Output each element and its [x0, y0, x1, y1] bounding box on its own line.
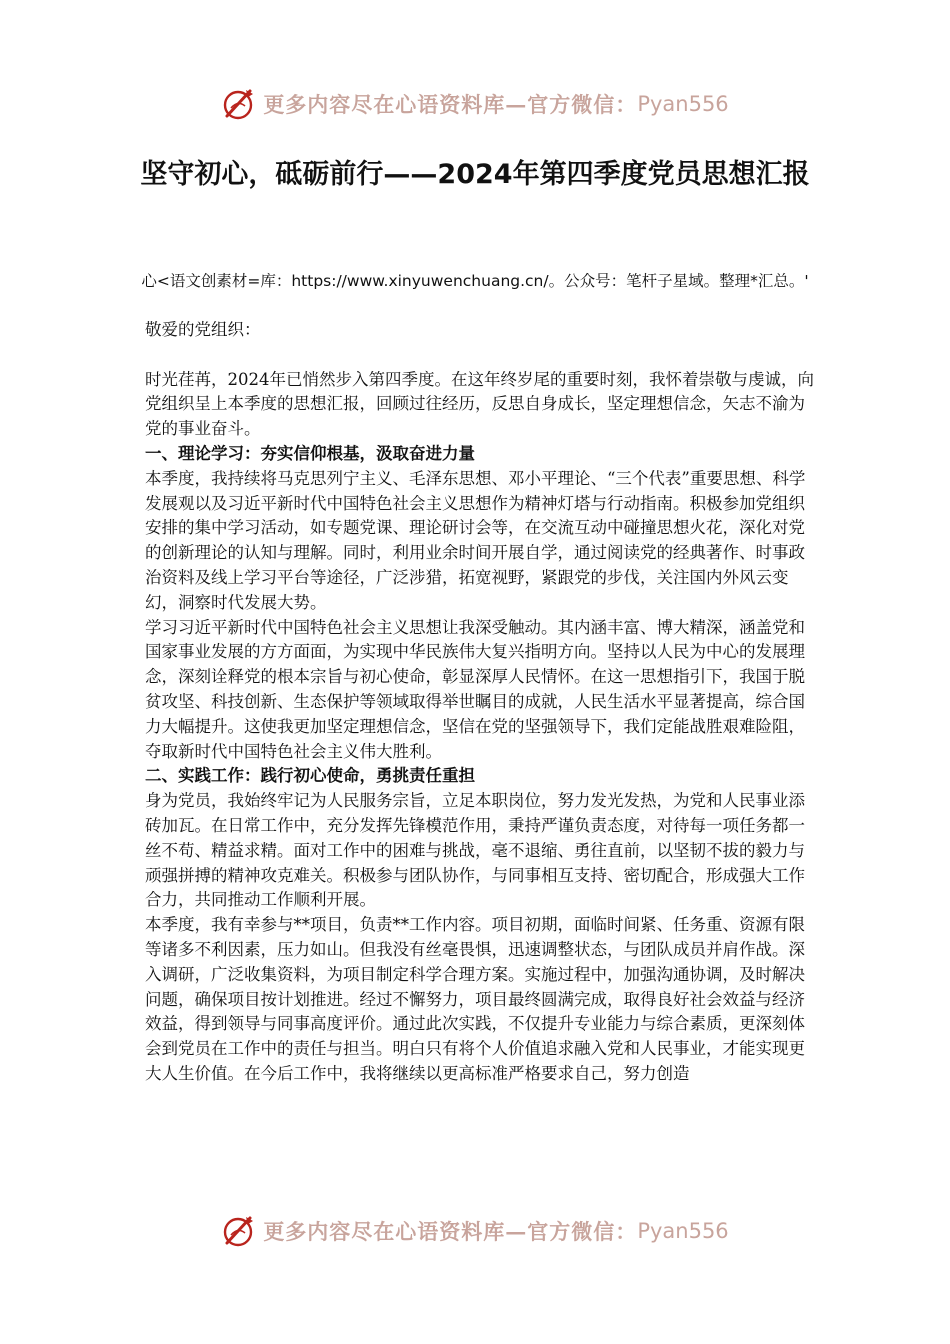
section-1-paragraph-2: 学习习近平新时代中国特色社会主义思想让我深受触动。其内涵丰富、博大精深，涵盖党和国家事业发展的方方面面，为实现中华民族伟大复兴指明方向。坚持以人民为中心的发展理念，深刻诠释党的根本宗旨与初心使命，彰显深厚人民情怀。在这一思想指引下，我国于脱贫攻坚、科技创新、生态保护等领域取得举世瞩目的成就，人民生活水平显著提高，综合国力大幅提升。这使我更加坚定理想信念，坚信在党的坚强领导下，我们定能战胜艰难险阻，夺取新时代中国特色社会主义伟大胜利。 — [145, 617, 805, 761]
banner-wechat-id: Pyan556 — [637, 92, 729, 116]
section-2-heading: 二、实践工作：践行初心使命，勇挑责任重担 — [145, 766, 475, 786]
intro-paragraph: 时光荏苒，2024年已悄然步入第四季度。在这年终岁尾的重要时刻，我怀着崇敬与虔诚，向党组织呈上本季度的思想汇报，回顾过往经历，反思自身成长，坚定理想信念，矢志不渝为党的事业奋斗。 — [145, 369, 814, 439]
pen-logo-icon — [221, 1213, 257, 1249]
footer-watermark-banner — [0, 1211, 950, 1251]
header-watermark-banner — [0, 84, 950, 124]
pen-logo-icon — [221, 86, 257, 122]
banner-text: 更多内容尽在心语资料库—官方微信： — [263, 1219, 638, 1244]
blank-line — [145, 343, 815, 368]
banner-text: 更多内容尽在心语资料库—官方微信： — [263, 92, 638, 117]
section-1-paragraph-1: 本季度，我持续将马克思列宁主义、毛泽东思想、邓小平理论、“三个代表”重要思想、科学发展观以及习近平新时代中国特色社会主义思想作为精神灯塔与行动指南。积极参加党组织安排的集中学习活动，如专题党课、理论研讨会等，在交流互动中碰撞思想火花，深化对党的创新理论的认知与理解。同时，利用业余时间开展自学，通过阅读党的经典著作、时事政治资料及线上学习平台等途径，广泛涉猎，拓宽视野，紧跟党的步伐，关注国内外风云变幻，洞察时代发展大势。 — [145, 468, 806, 612]
section-2-paragraph-2: 本季度，我有幸参与**项目，负责**工作内容。项目初期，面临时间紧、任务重、资源有限等诸多不利因素，压力如山。但我没有丝毫畏惧，迅速调整状态，与团队成员并肩作战。深入调研，广泛收集资料，为项目制定科学合理方案。实施过程中，加强沟通协调，及时解决问题，确保项目按计划推进。经过不懈努力，项目最终圆满完成，取得良好社会效益与经济效益，得到领导与同事高度评价。通过此次实践，不仅提升专业能力与综合素质，更深刻体会到党员在工作中的责任与担当。明白只有将个人价值追求融入党和人民事业，才能实现更大人生价值。在今后工作中，我将继续以更高标准严格要求自己，努力创造 — [145, 915, 805, 1083]
salutation: 敬爱的党组织： — [145, 320, 261, 339]
banner-wechat-id: Pyan556 — [637, 1219, 729, 1243]
section-1-heading: 一、理论学习：夯实信仰根基，汲取奋进力量 — [145, 443, 475, 463]
source-line: 心<语文创素材=库：https://www.xinyuwenchuang.cn/。公众号：笔杆子星域。整理*汇总。' — [141, 272, 809, 290]
document-body — [145, 318, 815, 1087]
document-title: 坚守初心，砥砺前行——2024年第四季度党员思想汇报 — [140, 159, 810, 190]
section-2-paragraph-1: 身为党员，我始终牢记为人民服务宗旨，立足本职岗位，努力发光发热，为党和人民事业添砖加瓦。在日常工作中，充分发挥先锋模范作用，秉持严谨负责态度，对待每一项任务都一丝不苟、精益求精。面对工作中的困难与挑战，毫不退缩、勇往直前，以坚韧不拔的毅力与顽强拼搏的精神攻克难关。积极参与团队协作，与同事相互支持、密切配合，形成强大工作合力，共同推动工作顺利开展。 — [145, 791, 805, 910]
